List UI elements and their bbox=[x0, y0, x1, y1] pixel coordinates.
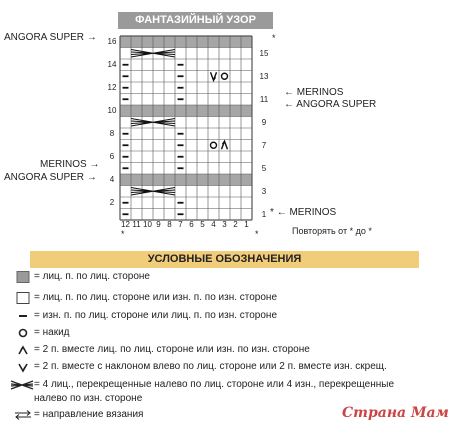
yarn-label-row11-merinos: ← MERINOS bbox=[284, 87, 344, 98]
repeat-star-end: * bbox=[255, 229, 259, 239]
column-number: 8 bbox=[167, 220, 172, 229]
legend-item-k2tog: = 2 п. вместе лиц. по лиц. стороне или изн. по изн. стороне bbox=[12, 344, 310, 356]
empty-square-icon bbox=[12, 292, 34, 304]
column-number: 10 bbox=[143, 220, 152, 229]
row-number-left: 6 bbox=[109, 152, 115, 161]
column-number: 3 bbox=[222, 220, 227, 229]
legend-item-direction: = направление вязания bbox=[12, 409, 143, 421]
row-number-left: 14 bbox=[107, 60, 117, 69]
column-number: 12 bbox=[121, 220, 130, 229]
row-number-left: 10 bbox=[107, 106, 117, 115]
arrow-right-icon: → bbox=[86, 32, 97, 43]
row-number-left: 12 bbox=[107, 83, 117, 92]
arrow-right-icon: → bbox=[86, 172, 97, 183]
row-number-left: 4 bbox=[109, 175, 115, 184]
repeat-star-start: * bbox=[121, 229, 125, 239]
legend-item-shaded: = лиц. п. по лиц. стороне bbox=[12, 271, 150, 283]
row-number-left: 2 bbox=[109, 198, 115, 207]
legend-item-cable: = 4 лиц., перекрещенные налево по лиц. стороне или 4 изн., перекрещенные bbox=[10, 379, 394, 391]
yarn-label-row4-merinos: MERINOS → bbox=[40, 159, 100, 170]
row-number-right: 3 bbox=[261, 186, 267, 196]
cable-icon bbox=[10, 379, 34, 391]
chart-title: ФАНТАЗИЙНЫЙ УЗОР bbox=[118, 12, 273, 29]
arrow-left-icon: ← bbox=[284, 99, 294, 110]
arrow-right-icon: → bbox=[89, 159, 100, 170]
row-number-right: 9 bbox=[261, 117, 267, 127]
row-number-right: 1 bbox=[261, 209, 267, 219]
shaded-square-icon bbox=[12, 271, 34, 283]
arrow-left-icon: ← bbox=[276, 207, 287, 218]
arrows-icon bbox=[12, 409, 34, 421]
yarn-label-row16: ANGORA SUPER → bbox=[4, 32, 97, 43]
row-number-right: 7 bbox=[261, 140, 267, 150]
row-number-right: 13 bbox=[259, 71, 269, 81]
column-number: 6 bbox=[189, 220, 194, 229]
column-number: 9 bbox=[156, 220, 161, 229]
row-number-left: 16 bbox=[107, 37, 117, 46]
k2tog-icon bbox=[12, 344, 34, 356]
row-number-right: 15 bbox=[259, 48, 269, 58]
legend-item-dash: = изн. п. по лиц. стороне или лиц. п. по изн. стороне bbox=[12, 310, 277, 322]
legend-item-yo: = накид bbox=[12, 327, 70, 339]
legend-title: УСЛОВНЫЕ ОБОЗНАЧЕНИЯ bbox=[30, 251, 419, 268]
row-number-right: 11 bbox=[259, 94, 269, 104]
column-number: 11 bbox=[132, 220, 141, 229]
yarn-label-row4-angora: ANGORA SUPER → bbox=[4, 172, 97, 183]
column-number: 5 bbox=[200, 220, 205, 229]
column-number: 4 bbox=[211, 220, 216, 229]
repeat-star: * bbox=[272, 33, 276, 43]
yarn-label-row1: * ← MERINOS bbox=[270, 207, 337, 218]
row-number-right: 5 bbox=[261, 163, 267, 173]
arrow-left-icon: ← bbox=[284, 87, 294, 98]
yarn-label-row11-angora: ← ANGORA SUPER bbox=[284, 99, 377, 110]
legend-item-ssk: = 2 п. вместе с наклоном влево по лиц. стороне или 2 п. вместе изн. скрещ. bbox=[12, 361, 387, 373]
circle-icon bbox=[12, 327, 34, 339]
dash-icon bbox=[12, 310, 34, 322]
ssk-icon bbox=[12, 361, 34, 373]
row-number-left: 8 bbox=[109, 129, 115, 138]
column-number: 2 bbox=[233, 220, 238, 229]
column-number: 1 bbox=[244, 220, 249, 229]
watermark-logo: Страна Мам bbox=[342, 405, 449, 421]
repeat-note: Повторять от * до * bbox=[292, 226, 372, 236]
column-number: 7 bbox=[178, 220, 183, 229]
star-icon: * bbox=[270, 207, 274, 218]
legend-item-cable-continued: налево по изн. стороне bbox=[34, 393, 143, 404]
legend-item-empty: = лиц. п. по лиц. стороне или изн. п. по изн. стороне bbox=[12, 292, 277, 304]
